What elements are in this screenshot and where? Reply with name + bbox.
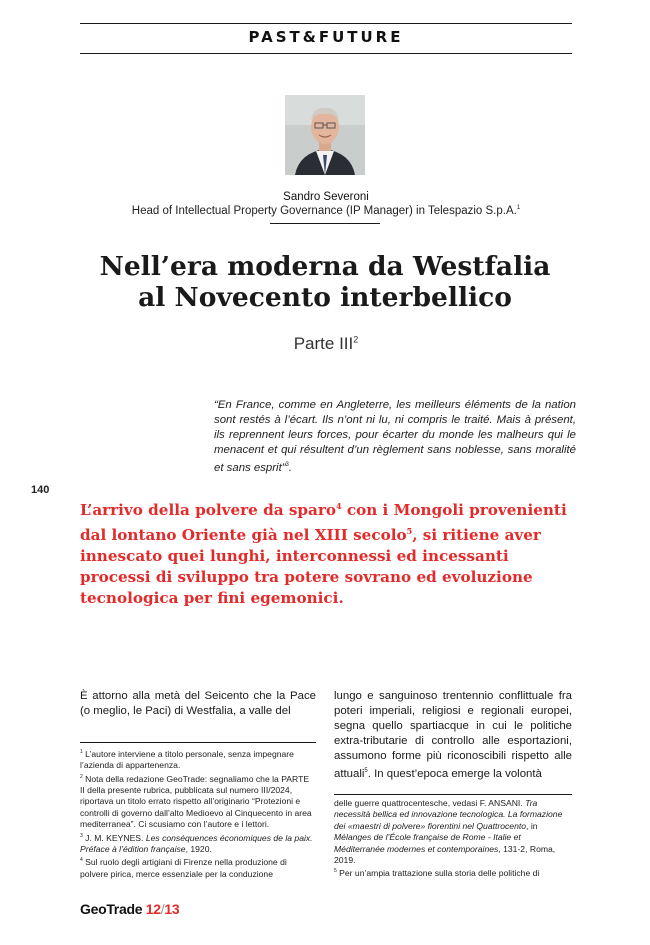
footnotes-left xyxy=(80,747,316,880)
article-title-line2: al Novecento interbellico xyxy=(138,282,512,313)
footnote-1-text: L’autore interviene a titolo personale, senza impegnare l’azienda di appartenenza. xyxy=(80,748,294,771)
footnote-1-num: 1 xyxy=(80,749,83,755)
footnote-2 xyxy=(80,772,316,831)
lead-part1: L’arrivo della polvere da sparo xyxy=(80,501,336,520)
lead-part3: , si ritiene aver innescato quei lunghi, interconnessi ed incessanti processi di sviluppo tra potere sovrano ed evoluzione tecnologica per fini egemonici. xyxy=(80,526,541,608)
author-role-text: Head of Intellectual Property Governance (IP Manager) in Telespazio S.p.A. xyxy=(131,205,517,217)
footnote-5-num: 5 xyxy=(334,868,337,875)
footnote-4-cont-journal: Mélanges de l’École française de Rome - Italie et Méditerranée modernes et contemporaines xyxy=(334,832,521,854)
footnote-1 xyxy=(80,747,316,772)
footnote-3-author: J. M. KEYNES. xyxy=(82,832,146,843)
epigraph-quote xyxy=(214,398,576,476)
body-right-text-a: lungo e sanguinoso trentennio conflittuale fra poteri imperiali, religiosi e regionali europei, segna quello spartiacque in cui le politiche extra-tributarie di controllo alle esportazioni, assumono forme più riconoscibili rispetto alle attuali xyxy=(334,690,572,780)
author-role xyxy=(80,205,572,217)
header-rule-bottom xyxy=(80,53,572,54)
footnote-3-num: 3 xyxy=(80,832,83,839)
footer-issue-a: 12 xyxy=(145,901,161,917)
body-right-text-b: . In quest’epoca emerge la volontà xyxy=(367,767,542,780)
footnote-4-cont-title: Tra necessità bellica ed innovazione tecnologica. La formazione dei «maestri di polvere» fiorentini nel Quattrocento xyxy=(334,798,563,831)
footnote-2-num: 2 xyxy=(80,773,83,780)
footnote-4-continued xyxy=(334,798,572,866)
epigraph-quote-end: . xyxy=(288,461,293,474)
footer-brand: GeoTrade xyxy=(80,901,143,917)
page-number: 140 xyxy=(31,484,50,496)
footnote-5-text: Per un’ampia trattazione sulla storia delle politiche di xyxy=(336,868,540,879)
article-title xyxy=(60,251,590,313)
footer-slash: / xyxy=(160,901,165,917)
epigraph-quote-note: 3 xyxy=(285,462,289,468)
footnote-4-text: Sul ruolo degli artigiani di Firenze nella produzione di polvere pirica, merce essenziale per la conduzione xyxy=(80,857,287,879)
footer-logo xyxy=(80,901,179,917)
body-left-text: È attorno alla metà del Seicento che la Pace (o meglio, le Paci) di Westfalia, a valle del xyxy=(80,690,316,717)
header-rule-top xyxy=(80,23,572,24)
footnote-2-text: Nota della redazione GeoTrade: segnaliamo che la PARTE II della presente rubrica, pubblicata sul numero III/2024, riportava un titolo errato rispetto all’originario “Protezioni e controlli di governo dall’alto Medioevo al Cinquecento in area mediterranea”. Ci scusiamo con l’autore e i lettori. xyxy=(80,773,312,830)
footnote-4-num: 4 xyxy=(80,857,83,864)
footnote-4-cont-a: delle guerre quattrocentesche, vedasi F. ANSANI. xyxy=(334,798,526,808)
footnote-4-cont-c: , 131-2, Roma, 2019. xyxy=(334,843,556,866)
article-title-line1: Nell’era moderna da Westfalia xyxy=(99,251,551,282)
body-right-note: 5 xyxy=(364,768,368,774)
article-part-note: 2 xyxy=(353,334,359,345)
section-title: PAST&FUTURE xyxy=(248,28,404,46)
lead-note1: 4 xyxy=(335,501,342,511)
footnote-3-end: , 1920. xyxy=(185,843,212,854)
footer-issue-b: 13 xyxy=(164,901,180,917)
footnote-4 xyxy=(80,855,316,880)
footnote-4-cont-b: , in xyxy=(526,820,538,831)
footnote-3-title: Les conséquences économiques de la paix. Préface à l’édition française xyxy=(80,832,313,854)
author-rule xyxy=(270,223,380,224)
lead-part2: con i Mongoli provenienti dal lontano Oriente già nel XIII secolo xyxy=(80,501,567,545)
epigraph-quote-text: “En France, comme en Angleterre, les meilleurs éléments de la nation sont restés à l’écart. Ils n’ont ni lu, ni compris le traité. Mais à présent, ils reprennent leurs forces, pour écarter du monde les malheurs qui le menacent et qui résultent d’un règlement sans noblesse, sans moralité et sans esprit” xyxy=(214,399,576,474)
body-column-right xyxy=(334,689,572,782)
footnote-rule-right xyxy=(334,794,572,795)
footnotes-right xyxy=(334,798,572,880)
author-role-note: 1 xyxy=(516,205,521,212)
lead-note2: 5 xyxy=(406,526,413,537)
article-part xyxy=(80,334,572,354)
footnote-5 xyxy=(334,866,572,879)
article-part-text: Parte III xyxy=(293,334,354,353)
author-name: Sandro Severoni xyxy=(283,191,369,203)
body-column-left xyxy=(80,689,316,719)
footnote-rule-left xyxy=(80,742,316,743)
footnote-3 xyxy=(80,831,316,856)
lead-paragraph xyxy=(80,496,580,609)
author-photo xyxy=(285,95,365,175)
